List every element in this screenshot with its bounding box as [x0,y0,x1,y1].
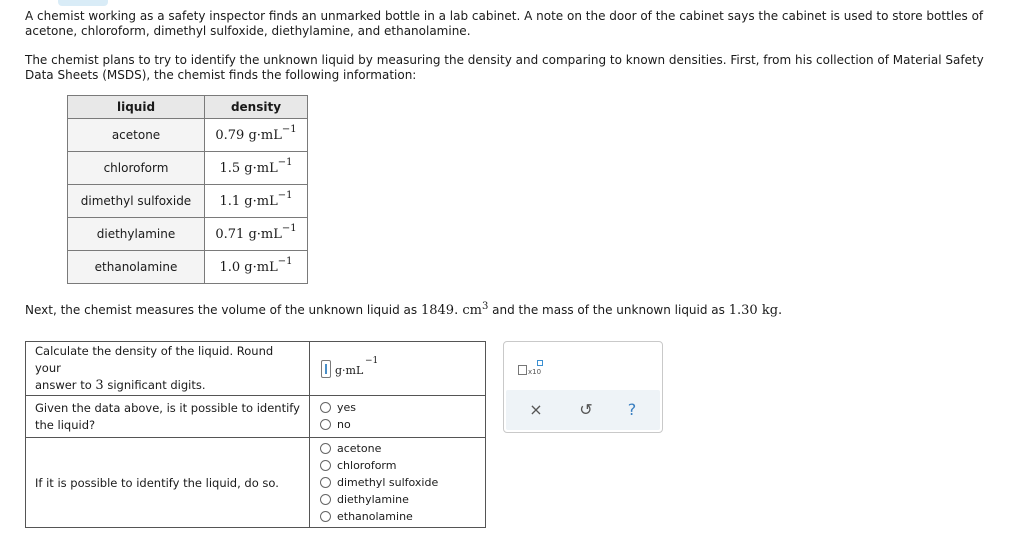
density-cell: 1.5 $g\cdot mL^{-1}$ [205,152,308,185]
density-cell: 1.0 $g\cdot mL^{-1}$ [205,251,308,284]
radio-circle-icon[interactable] [320,443,331,454]
density-cell: 0.71 $g\cdot mL^{-1}$ [205,218,308,251]
table-row [68,185,308,218]
table-row [68,119,308,152]
intro-paragraph-1 [25,9,1015,39]
radio-circle-icon[interactable] [320,477,331,488]
radio-option-chloroform[interactable]: chloroform [320,459,396,472]
table-row [68,251,308,284]
x10-box-icon [518,365,527,375]
clear-button[interactable]: × [529,400,543,419]
liquid-cell: acetone [68,119,205,152]
measurement-sentence: Next, the chemist measures the volume of the unknown liquid as 1849. $cm^3$ and the mass of the unknown liquid as 1.30 kg. [25,301,783,318]
radio-circle-icon[interactable] [320,419,331,430]
question-row-identify [26,396,485,438]
liquid-cell: dimethyl sulfoxide [68,185,205,218]
radio-option-acetone[interactable]: acetone [320,442,381,455]
scientific-notation-button[interactable]: x10 [518,360,548,380]
question-density-text: Calculate the density of the liquid. Round your answer to 3 significant digits. [26,342,310,395]
intro-p2-line1: The chemist plans to try to identify the unknown liquid by measuring the density and comparing to known densities. First, from his collection of Material Safety [25,53,984,67]
liquid-cell: chloroform [68,152,205,185]
question-table [25,341,486,528]
help-button[interactable]: ? [627,400,637,419]
mass-value: 1.30 kg. [728,303,783,318]
table-row [68,218,308,251]
x10-exponent-icon [537,360,543,366]
radio-circle-icon[interactable] [320,460,331,471]
radio-circle-icon[interactable] [320,494,331,505]
which-options [311,438,485,528]
liquid-cell: ethanolamine [68,251,205,284]
liquid-cell: diethylamine [68,218,205,251]
header-liquid: liquid [68,96,205,119]
density-table [67,95,308,284]
radio-option-yes[interactable]: yes [320,401,356,414]
radio-option-diethylamine[interactable]: diethylamine [320,493,409,506]
intro-p1-line1: A chemist working as a safety inspector finds an unmarked bottle in a lab cabinet. A note on the door of the cabinet says the cabinet is used to store bottles of [25,9,984,23]
tool-button-bar [506,390,660,430]
intro-p1-line2: acetone, chloroform, dimethyl sulfoxide, diethylamine, and ethanolamine. [25,24,471,38]
intro-paragraph-2 [25,53,1015,83]
question-identify-text: Given the data above, is it possible to identify the liquid? [26,396,310,437]
header-density: density [205,96,308,119]
radio-circle-icon[interactable] [320,511,331,522]
density-cell: 1.1 $g\cdot mL^{-1}$ [205,185,308,218]
question-which-text: If it is possible to identify the liquid, do so. [26,438,310,528]
identify-options [311,396,485,437]
density-answer-area [311,342,485,395]
top-tab-indicator [58,0,108,6]
density-unit-exponent: −1 [365,356,379,366]
radio-option-no[interactable]: no [320,418,351,431]
radio-option-dimethyl-sulfoxide[interactable]: dimethyl sulfoxide [320,476,438,489]
density-cell: 0.79 $g\cdot mL^{-1}$ [205,119,308,152]
density-answer-input[interactable] [321,360,331,378]
intro-p2-line2: Data Sheets (MSDS), the chemist finds the following information: [25,68,417,82]
radio-option-ethanolamine[interactable]: ethanolamine [320,510,413,523]
question-row-which [26,438,485,528]
volume-value: 1849. $cm^3$ [420,301,489,318]
radio-circle-icon[interactable] [320,402,331,413]
answer-tool-panel [503,341,663,433]
density-unit: g·mL [335,364,364,377]
table-row [68,152,308,185]
undo-button[interactable]: ↺ [579,400,593,419]
question-row-density [26,342,485,396]
